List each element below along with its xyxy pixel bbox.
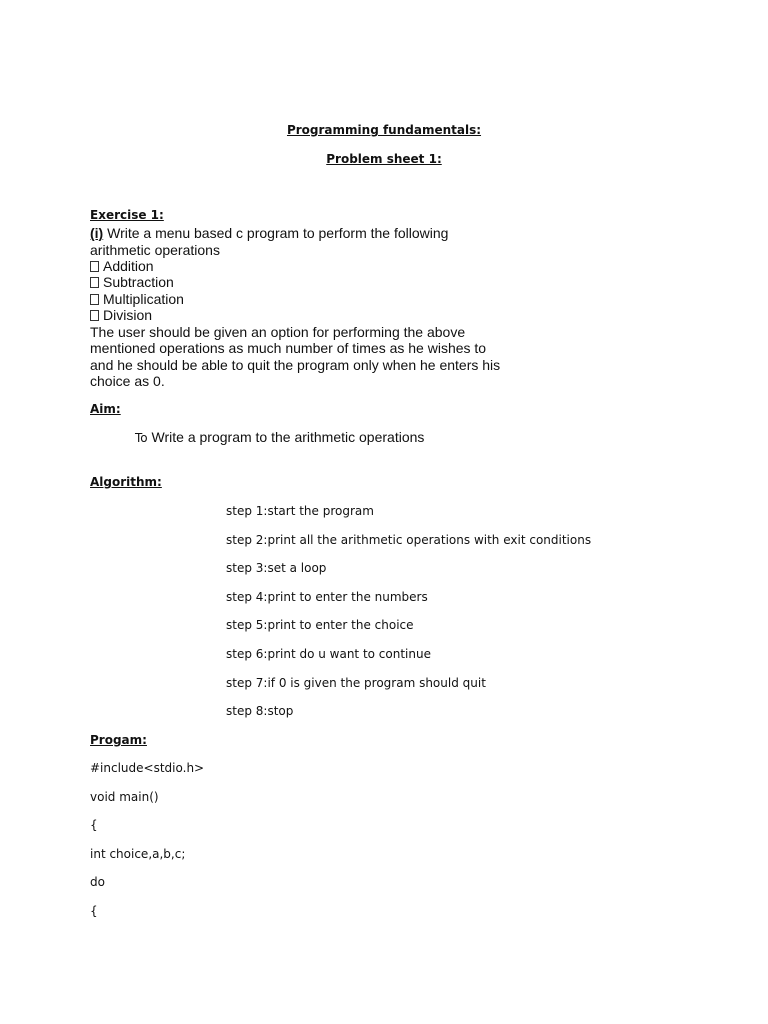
exercise-question-line2: arithmetic operations [90, 242, 220, 258]
document-subtitle: Problem sheet 1: [326, 152, 442, 166]
aim-body: Write a program to the arithmetic operations [147, 429, 425, 445]
exercise-question-line1 [90, 225, 448, 242]
checkbox-glyph-icon [90, 310, 99, 321]
option-item: Subtraction [90, 274, 174, 291]
exercise-description-line: mentioned operations as much number of times as he wishes to [90, 340, 487, 356]
aim-heading: Aim: [90, 402, 121, 416]
code-line: do [90, 875, 105, 889]
exercise-heading: Exercise 1: [90, 208, 164, 222]
algorithm-step: step 7:if 0 is given the program should quit [226, 676, 486, 690]
algorithm-step: step 5:print to enter the choice [226, 618, 414, 632]
algorithm-heading: Algorithm: [90, 475, 162, 489]
code-line: #include<stdio.h> [90, 761, 205, 775]
option-item: Addition [90, 258, 154, 275]
question-text-1: Write a menu based c program to perform the following [103, 225, 449, 241]
code-line: int choice,a,b,c; [90, 847, 186, 861]
option-item: Multiplication [90, 291, 184, 308]
exercise-description-line: and he should be able to quit the program only when he enters his [90, 357, 501, 373]
algorithm-step: step 8:stop [226, 704, 294, 718]
checkbox-glyph-icon [90, 261, 99, 272]
algorithm-step: step 6:print do u want to continue [226, 647, 431, 661]
exercise-description-line: choice as 0. [90, 373, 165, 389]
code-line: void main() [90, 790, 159, 804]
code-line: { [90, 818, 98, 832]
algorithm-step: step 2:print all the arithmetic operations with exit conditions [226, 533, 592, 547]
option-item: Division [90, 307, 152, 324]
checkbox-glyph-icon [90, 277, 99, 288]
exercise-description-line: The user should be given an option for performing the above [90, 324, 466, 340]
aim-prefix: To [135, 431, 148, 445]
checkbox-glyph-icon [90, 294, 99, 305]
document-title: Programming fundamentals: [286, 123, 482, 137]
algorithm-step: step 4:print to enter the numbers [226, 590, 428, 604]
algorithm-step: step 3:set a loop [226, 561, 327, 575]
program-heading: Progam: [90, 733, 147, 747]
algorithm-step: step 1:start the program [226, 504, 374, 518]
code-line: { [90, 904, 98, 918]
part-marker: (i) [90, 225, 104, 241]
aim-text [135, 429, 424, 446]
